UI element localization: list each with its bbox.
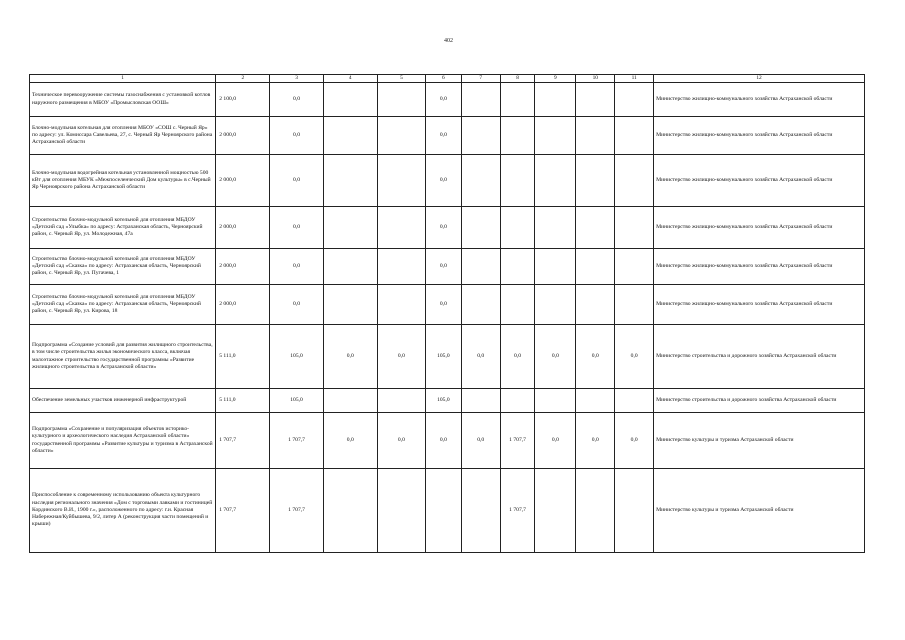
- amount-cell: 0,0: [576, 413, 615, 469]
- budget-table: [29, 74, 865, 553]
- amount-cell: [500, 155, 535, 207]
- amount-cell: [535, 469, 576, 553]
- table-row: [30, 117, 865, 155]
- amount-cell: [377, 389, 425, 413]
- amount-cell: [377, 155, 425, 207]
- ministry-cell: Министерство культуры и туризма Астраханской области: [654, 413, 865, 469]
- row-name-cell: Техническое перевооружение системы газоснабжения с установкой котлов наружного размещения в МБОУ «Промысловская ООШ»: [30, 83, 216, 117]
- ministry-cell: Министерство жилищно-коммунального хозяйства Астраханской области: [654, 155, 865, 207]
- amount-cell: [377, 117, 425, 155]
- amount-cell: 0,0: [270, 117, 323, 155]
- table-row: [30, 285, 865, 325]
- column-header: 4: [323, 75, 377, 83]
- amount-total-cell: 1 707,7: [216, 413, 270, 469]
- amount-cell: 0,0: [377, 413, 425, 469]
- amount-cell: [576, 155, 615, 207]
- amount-total-cell: 1 707,7: [216, 469, 270, 553]
- page-number: 402: [444, 38, 453, 44]
- amount-cell: 0,0: [377, 325, 425, 389]
- header-row: [30, 75, 865, 83]
- amount-cell: 105,0: [270, 325, 323, 389]
- amount-cell: [461, 83, 500, 117]
- amount-cell: [461, 155, 500, 207]
- ministry-cell: Министерство культуры и туризма Астраханской области: [654, 469, 865, 553]
- amount-cell: [500, 83, 535, 117]
- ministry-cell: Министерство жилищно-коммунального хозяйства Астраханской области: [654, 249, 865, 285]
- amount-cell: [615, 117, 654, 155]
- amount-cell: [377, 249, 425, 285]
- amount-cell: [615, 155, 654, 207]
- column-header: 10: [576, 75, 615, 83]
- table-row: [30, 389, 865, 413]
- amount-cell: [323, 207, 377, 249]
- amount-cell: [377, 285, 425, 325]
- amount-cell: [576, 207, 615, 249]
- table-row: [30, 207, 865, 249]
- amount-cell: [576, 249, 615, 285]
- amount-cell: 0,0: [535, 413, 576, 469]
- amount-cell: [576, 117, 615, 155]
- ministry-cell: Министерство жилищно-коммунального хозяйства Астраханской области: [654, 285, 865, 325]
- amount-cell: 0,0: [425, 83, 461, 117]
- amount-cell: 0,0: [425, 285, 461, 325]
- amount-cell: [323, 469, 377, 553]
- table-row: [30, 469, 865, 553]
- row-name-cell: Строительство блочно-модульной котельной для отопления МБДОУ «Детский сад «Сказка» по адресу: Астраханская область, Черноярский район, с. Черный Яр, ул. Кирова, 18: [30, 285, 216, 325]
- table-row: [30, 325, 865, 389]
- amount-cell: [615, 469, 654, 553]
- amount-cell: [500, 389, 535, 413]
- column-header: 6: [425, 75, 461, 83]
- amount-cell: [535, 83, 576, 117]
- column-header: 7: [461, 75, 500, 83]
- row-name-cell: Подпрограмма «Создание условий для развития жилищного строительства, в том числе строительства жилья экономического класса, включая малоэтажное строительство государственной программы «Развитие жилищного строительства в Астраханской области»: [30, 325, 216, 389]
- amount-cell: 0,0: [425, 117, 461, 155]
- amount-cell: 0,0: [270, 249, 323, 285]
- amount-cell: [615, 285, 654, 325]
- table-body: [30, 83, 865, 553]
- amount-cell: [377, 83, 425, 117]
- amount-cell: 1 707,7: [270, 469, 323, 553]
- column-header: 11: [615, 75, 654, 83]
- amount-cell: 1 707,7: [270, 413, 323, 469]
- amount-cell: [615, 389, 654, 413]
- amount-total-cell: 2 000,0: [216, 207, 270, 249]
- amount-cell: [576, 389, 615, 413]
- amount-cell: 105,0: [270, 389, 323, 413]
- table-row: [30, 413, 865, 469]
- amount-cell: 0,0: [270, 207, 323, 249]
- amount-cell: [576, 469, 615, 553]
- table-row: [30, 249, 865, 285]
- amount-total-cell: 2 000,0: [216, 117, 270, 155]
- amount-total-cell: 2 000,0: [216, 249, 270, 285]
- ministry-cell: Министерство строительства и дорожного хозяйства Астраханской области: [654, 389, 865, 413]
- amount-cell: [323, 249, 377, 285]
- column-header: 1: [30, 75, 216, 83]
- ministry-cell: Министерство строительства и дорожного хозяйства Астраханской области: [654, 325, 865, 389]
- amount-cell: [461, 249, 500, 285]
- amount-cell: [323, 285, 377, 325]
- amount-cell: 0,0: [461, 325, 500, 389]
- ministry-cell: Министерство жилищно-коммунального хозяйства Астраханской области: [654, 117, 865, 155]
- amount-cell: [461, 117, 500, 155]
- amount-total-cell: 2 000,0: [216, 285, 270, 325]
- amount-cell: [615, 83, 654, 117]
- amount-cell: 1 707,7: [500, 413, 535, 469]
- amount-cell: [535, 117, 576, 155]
- amount-cell: [615, 249, 654, 285]
- amount-cell: [377, 207, 425, 249]
- amount-cell: 105,0: [425, 389, 461, 413]
- amount-cell: [425, 469, 461, 553]
- amount-cell: [535, 207, 576, 249]
- amount-cell: 0,0: [615, 413, 654, 469]
- amount-cell: [500, 207, 535, 249]
- amount-total-cell: 5 111,0: [216, 389, 270, 413]
- ministry-cell: Министерство жилищно-коммунального хозяйства Астраханской области: [654, 207, 865, 249]
- row-name-cell: Подпрограмма «Сохранение и популяризация объектов историко-культурного и археологического наследия Астраханской области» государственной программы «Развитие культуры и туризма в Астраханской области»: [30, 413, 216, 469]
- amount-cell: 0,0: [425, 249, 461, 285]
- amount-cell: [323, 83, 377, 117]
- amount-cell: 0,0: [425, 155, 461, 207]
- amount-cell: 0,0: [323, 413, 377, 469]
- amount-cell: 0,0: [425, 413, 461, 469]
- amount-total-cell: 5 111,0: [216, 325, 270, 389]
- column-header: 12: [654, 75, 865, 83]
- row-name-cell: Строительство блочно-модульной котельной для отопления МБДОУ «Детский сад «Улыбка» по адресу: Астраханская область, Черноярский район, с. Черный Яр, ул. Молодежная, 47а: [30, 207, 216, 249]
- column-header: 5: [377, 75, 425, 83]
- column-header: 2: [216, 75, 270, 83]
- amount-total-cell: 2 100,0: [216, 83, 270, 117]
- column-header: 3: [270, 75, 323, 83]
- amount-cell: 105,0: [425, 325, 461, 389]
- amount-cell: [323, 155, 377, 207]
- table-row: [30, 83, 865, 117]
- amount-cell: [461, 285, 500, 325]
- amount-cell: [500, 117, 535, 155]
- amount-total-cell: 2 000,0: [216, 155, 270, 207]
- amount-cell: [535, 389, 576, 413]
- table-row: [30, 155, 865, 207]
- row-name-cell: Блочно-модульная водогрейная котельная установленной мощностью 500 кВт для отопления МБУК «Межпоселенческий Дом культуры» в с.Черный Яр Черноярского района Астраханской области: [30, 155, 216, 207]
- row-name-cell: Строительство блочно-модульной котельной для отопления МБДОУ «Детский сад «Сказка» по адресу: Астраханская область, Черноярский район, с. Черный Яр, ул. Пугачева, 1: [30, 249, 216, 285]
- amount-cell: 1 707,7: [500, 469, 535, 553]
- amount-cell: [500, 249, 535, 285]
- amount-cell: [461, 469, 500, 553]
- amount-cell: 0,0: [270, 285, 323, 325]
- amount-cell: [461, 207, 500, 249]
- amount-cell: [576, 285, 615, 325]
- amount-cell: [377, 469, 425, 553]
- amount-cell: 0,0: [461, 413, 500, 469]
- amount-cell: [535, 249, 576, 285]
- amount-cell: [535, 155, 576, 207]
- amount-cell: [500, 285, 535, 325]
- amount-cell: [323, 389, 377, 413]
- amount-cell: [615, 207, 654, 249]
- amount-cell: 0,0: [425, 207, 461, 249]
- amount-cell: 0,0: [500, 325, 535, 389]
- amount-cell: 0,0: [270, 83, 323, 117]
- row-name-cell: Приспособление к современному использованию объекта культурного наследия регионального значения «Дом с торговыми лавками и гостиницей Кординского В.И., 1900 г.», расположенного по адресу: г.и. Красная Набережная/Куйбышева, 9/2, литер А (реконструкция части помещений и крыши): [30, 469, 216, 553]
- amount-cell: [461, 389, 500, 413]
- amount-cell: 0,0: [615, 325, 654, 389]
- amount-cell: 0,0: [576, 325, 615, 389]
- amount-cell: [535, 285, 576, 325]
- column-header: 8: [500, 75, 535, 83]
- column-header: 9: [535, 75, 576, 83]
- amount-cell: [323, 117, 377, 155]
- row-name-cell: Обеспечение земельных участков инженерной инфраструктурой: [30, 389, 216, 413]
- amount-cell: 0,0: [270, 155, 323, 207]
- amount-cell: 0,0: [323, 325, 377, 389]
- ministry-cell: Министерство жилищно-коммунального хозяйства Астраханской области: [654, 83, 865, 117]
- row-name-cell: Блочно-модульная котельная для отопления МБОУ «СОШ с. Черный Яр» по адресу: ул. Комиссара Савельева, 27, с. Черный Яр Черноярского района Астраханской области: [30, 117, 216, 155]
- amount-cell: [576, 83, 615, 117]
- amount-cell: 0,0: [535, 325, 576, 389]
